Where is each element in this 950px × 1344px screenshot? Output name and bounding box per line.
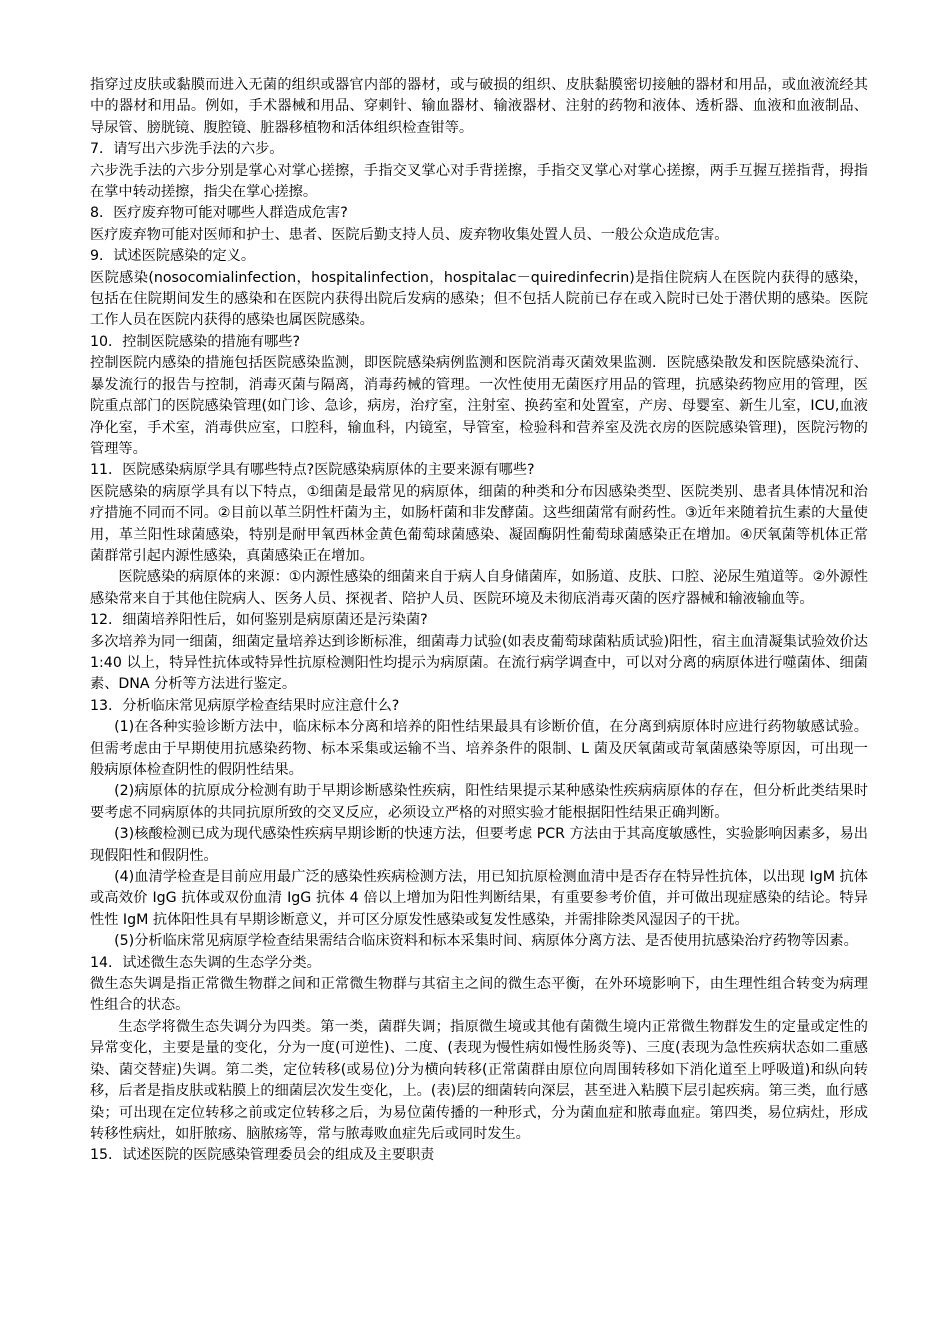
answer-7: 六步洗手法的六步分别是掌心对掌心搓擦，手指交叉掌心对手背搓擦，手指交叉掌心对掌心搓擦，两手互握互搓指背，拇指在掌中转动搓擦，指尖在掌心搓擦。 [90,162,868,201]
answer-paragraph: 指穿过皮肤或黏膜而进入无菌的组织或器官内部的器材，或与破损的组织、皮肤黏膜密切接触的器材和用品，或血液流经其中的器材和用品。例如，手术器械和用品、穿刺针、输血器材、输液器材、注射的药物和液体、透析器、血液和血液制品、导尿管、膀胱镜、腹腔镜、脏器移植物和活体组织检查钳等。 [90,77,868,136]
question-8: 8．医疗废弃物可能对哪些人群造成危害? [90,205,348,222]
answer-13-item-2: (2)病原体的抗原成分检测有助于早期诊断感染性疾病，阳性结果提示某种感染性疾病病原体的存在，但分析此类结果时要考虑不同病原体的共同抗原所致的交叉反应，必须设立严格的对照实验才能根据阳性结果正确判断。 [90,783,868,821]
answer-10: 控制医院内感染的措施包括医院感染监测，即医院感染病例监测和医院消毒灭菌效果监测．医院感染散发和医院感染流行、暴发流行的报告与控制，消毒灭菌与隔离，消毒药械的管理。一次性使用无菌医疗用品的管理，抗感染药物应用的管理，医院重点部门的医院感染管理(如门诊、急诊，病房，治疗室，注射室、换药室和处置室，产房、母婴室、新生儿室，ICU,血液净化室，手术室，消毒供应室，口腔科，输血科，内镜室，导管室，检验科和营养室及洗衣房的医院感染管理)，医院污物的管理等。 [90,355,868,457]
answer-14-part-1: 微生态失调是指正常微生物群之间和正常微生物群与其宿主之间的微生态平衡，在外环境影响下，由生理性组合转变为病理性组合的状态。 [90,976,868,1014]
question-7: 7．请写出六步洗手法的六步。 [90,141,284,158]
answer-9: 医院感染(nosocomialinfection，hospitalinfection，hospitalac－quiredinfecrin)是指住院病人在医院内获得的感染，包括在住院期间发生的感染和在医院内获得出院后发病的感染；但不包括人院前已存在或入院时已处于潜伏期的感染。医院工作人员在医院内获得的感染也属医院感染。 [90,269,868,329]
question-14: 14．试述微生态失调的生态学分类。 [90,954,321,971]
answer-13-item-4: (4)血清学检查是目前应用最广泛的感染性疾病检测方法，用已知抗原检测血清中是否存在特异性抗体，以出现 IgM 抗体或高效价 IgG 抗体或双份血清 IgG 抗体 4 倍以上增加为阳性判断结果，有重要参考价值，并可做出现症感染的结论。特异性性 IgM 抗体阳性具有早期诊断意义，并可区分原发性感染或复发性感染，并需排除类风湿因子的干扰。 [90,869,868,928]
question-11: 11．医院感染病原学具有哪些特点?医院感染病原体的主要来源有哪些? [90,462,535,479]
answer-11-part-2: 医院感染的病原体的来源：①内源性感染的细菌来自于病人自身储菌库，如肠道、皮肤、口腔、泌尿生殖道等。②外源性感染常来自于其他住院病人、医务人员、探视者、陪护人员、医院环境及未彻底消毒灭菌的医疗器械和输液输血等。 [90,569,868,607]
question-10: 10．控制医院感染的措施有哪些? [90,333,301,350]
answer-13-item-3: (3)核酸检测已成为现代感染性疾病早期诊断的快速方法，但要考虑 PCR 方法由于其高度敏感性，实验影响因素多，易出现假阳性和假阴性。 [90,826,868,864]
answer-12: 多次培养为同一细菌，细菌定量培养达到诊断标准，细菌毒力试验(如表皮葡萄球菌粘质试验)阳性，宿主血清凝集试验效价达 1:40 以上，特异性抗体或特异性抗原检测阳性均提示为病原菌。在流行病学调查中，可以对分离的病原体进行噬菌体、细菌素、DNA 分析等方法进行鉴定。 [90,633,868,693]
question-15: 15．试述医院的医院感染管理委员会的组成及主要职责 [90,1147,435,1164]
question-13: 13．分析临床常见病原学检查结果时应注意什么? [90,697,400,714]
answer-13-item-5: (5)分析临床常见病原学检查结果需结合临床资料和标本采集时间、病原体分离方法、是否使用抗感染治疗药物等因素。 [114,933,858,950]
question-9: 9．试述医院感染的定义。 [90,248,256,265]
question-12: 12．细菌培养阳性后，如何鉴别是病原菌还是污染菌? [90,612,428,629]
answer-13-item-1: (1)在各种实验诊断方法中，临床标本分离和培养的阳性结果最具有诊断价值，在分离到病原体时应进行药物敏感试验。但需考虑由于早期使用抗感染药物、标本采集或运输不当、培养条件的限制、L 菌及厌氧菌或苛氧菌感染等原因，可出现一般病原体检查阴性的假阴性结果。 [90,719,868,778]
answer-8: 医疗废弃物可能对医师和护士、患者、医院后勤支持人员、废弃物收集处置人员、一般公众造成危害。 [90,226,729,243]
answer-14-part-2: 生态学将微生态失调分为四类。第一类，菌群失调；指原微生境或其他有菌微生境内正常微生物群发生的定量或定性的异常变化，主要是量的变化，分为一度(可逆性)、二度、(表现为慢性病如慢性肠炎等)、三度(表现为急性疾病状态如二重感染、菌交替症)失调。第二类，定位转移(或易位)分为横向转移(正常菌群由原位向周围转移如下消化道至上呼吸道)和纵向转移，后者是指皮肤或粘膜上的细菌层次发生变化，上。(表)层的细菌转向深层，甚至进入粘膜下层引起疾病。第三类，血行感染；可出现在定位转移之前或定位转移之后，为易位菌传播的一种形式，分为菌血症和脓毒血症。第四类，易位病灶，形成转移性病灶，如肝脓疡、脑脓疡等，常与脓毒败血症先后或同时发生。 [90,1018,868,1142]
answer-11-part-1: 医院感染的病原学具有以下特点，①细菌是最常见的病原体，细菌的种类和分布因感染类型、医院类别、患者具体情况和治疗措施不同而不同。②目前以革兰阴性杆菌为主，如肠杆菌和非发酵菌。这些细菌常有耐药性。③近年来随着抗生素的大量使用，革兰阳性球菌感染，特别是耐甲氧西林金黄色葡萄球菌感染、凝固酶阴性葡萄球菌感染正在增加。④厌氧菌等机体正常菌群常引起内源性感染，真菌感染正在增加。 [90,483,868,564]
